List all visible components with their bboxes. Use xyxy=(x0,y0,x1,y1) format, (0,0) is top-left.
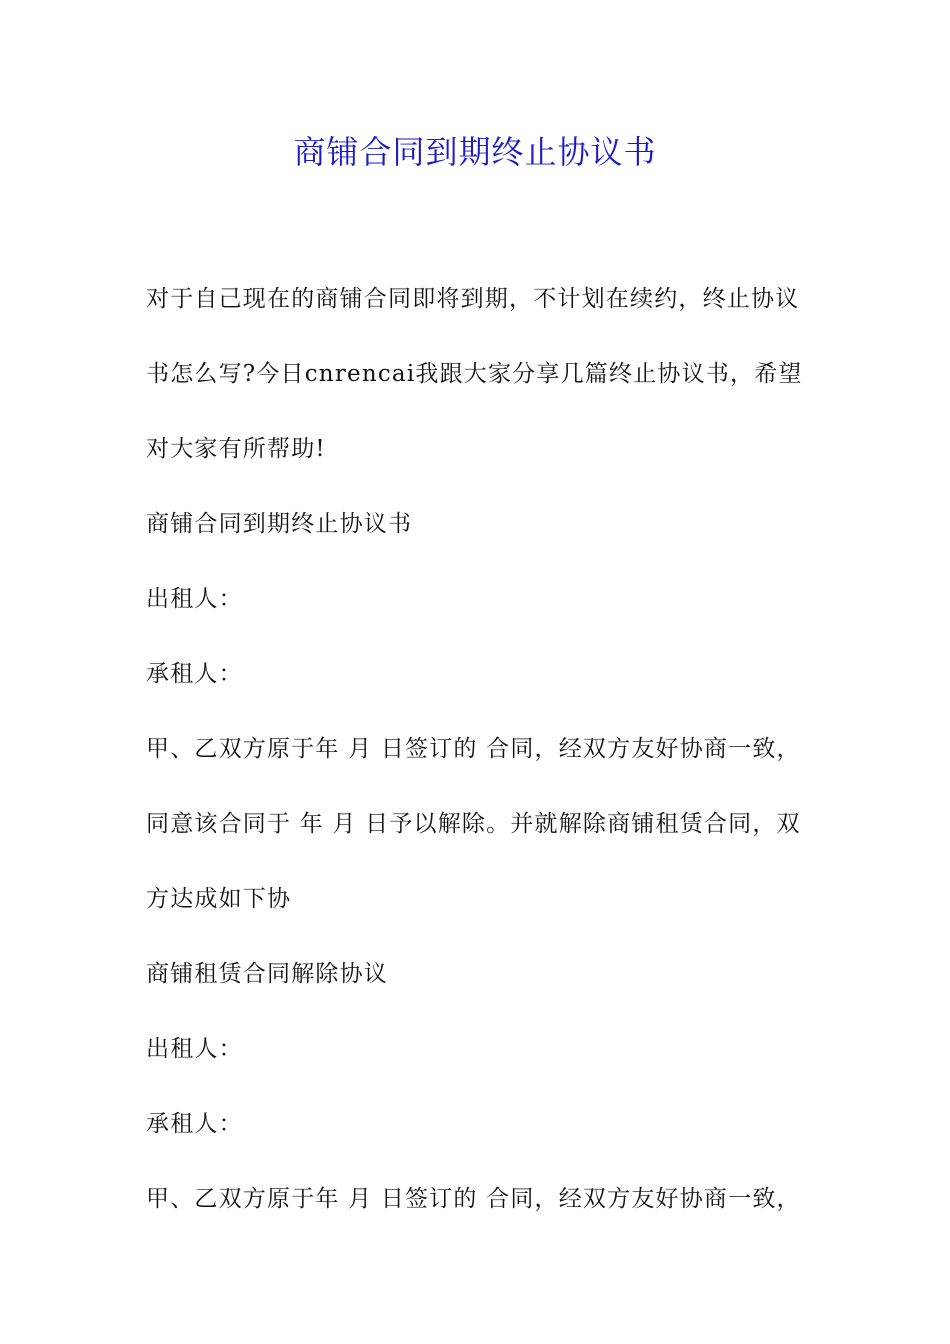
lessor-line: 出租人： xyxy=(146,586,243,612)
document-body xyxy=(146,262,811,1237)
section-heading: 商铺租赁合同解除协议 xyxy=(146,961,388,987)
intro-paragraph: 对于自己现在的商铺合同即将到期，不计划在续约，终止协议书怎么写?今日cnrencai我跟大家分享几篇终止协议书，希望对大家有所帮助! xyxy=(146,286,803,462)
agreement-paragraph: 甲、乙双方原于年 月 日签订的 合同，经双方友好协商一致， xyxy=(146,1186,801,1212)
section-heading: 商铺合同到期终止协议书 xyxy=(146,511,413,537)
lessor-line: 出租人： xyxy=(146,1036,243,1062)
lessee-line: 承租人： xyxy=(146,661,243,687)
agreement-paragraph: 甲、乙双方原于年 月 日签订的 合同，经双方友好协商一致，同意该合同于 年 月 日予以解除。并就解除商铺租赁合同，双方达成如下协 xyxy=(146,736,801,912)
document-title: 商铺合同到期终止协议书 xyxy=(293,133,657,171)
lessee-line: 承租人： xyxy=(146,1111,243,1137)
